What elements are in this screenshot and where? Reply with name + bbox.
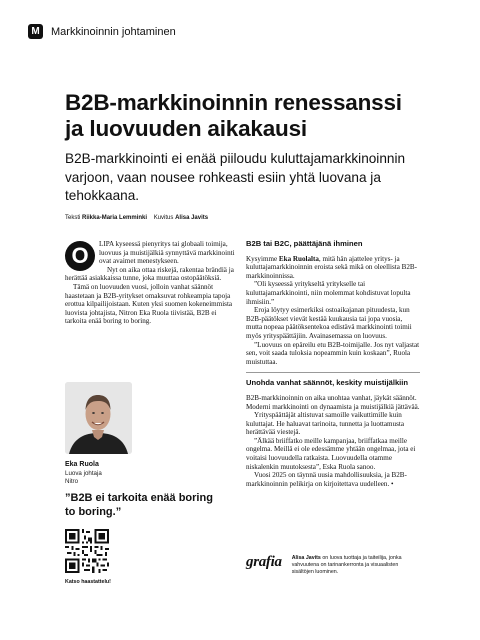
credit-text-label: Teksti xyxy=(65,215,81,221)
right-column xyxy=(246,240,420,488)
credit-photo-label: Kuvitus xyxy=(153,215,174,221)
subhead-1: B2B tai B2C, päättäjänä ihminen xyxy=(246,239,363,248)
s1-paragraph-1 xyxy=(246,255,420,281)
credit-photo-author: Alisa Javits xyxy=(175,215,209,221)
qr-code-icon[interactable] xyxy=(65,529,109,573)
person-company: Nitro xyxy=(65,477,79,485)
magazine-badge-icon: M xyxy=(28,24,43,39)
s1-p1-start: Kysyimme xyxy=(246,254,279,263)
person-role xyxy=(65,470,102,485)
s1-paragraph-4: ”Luovuus on epäreilu etu B2B-toimijalle. Jos nyt valjastat sen, voit saada tuloksia nopeammin kuin koskaan”, Ruola muistuttaa. xyxy=(246,340,420,366)
qr-caption: Katso haastattelu! xyxy=(65,579,111,585)
article-footer xyxy=(246,552,420,575)
s2-paragraph-3: ”Älkää briiffatko meille kampanjaa, briiffatkaa meille ongelma. Meillä ei ole edessämme yhtään ongelmaa, jota ei voitaisi luovuudella ratkaista. Luovuudella otamme niskalenkin muutoksesta”, Eska Ruola sanoo. xyxy=(246,436,416,471)
s2-paragraph-4: Vuosi 2025 on täynnä uusia mahdollisuuksia, ja B2B-markkinoinnin pelikirja on kirjoitettava uudelleen. • xyxy=(246,471,407,488)
author-bio xyxy=(292,555,420,575)
s1-paragraph-3: Eroja löytyy esimerkiksi ostoaikajanan pituudesta, kun B2B-päätökset vievät kestää kuukausia tai jopa vuosia, mutta nopeaa päätöksentekoa edistävä markkinointi toimii myös yrityspäättäjiin. Avainasemassa on luovuus. xyxy=(246,306,412,340)
drop-cap: O xyxy=(65,241,95,271)
article-credits xyxy=(65,215,208,221)
s1-p1-name: Eka Ruolalta xyxy=(278,254,319,263)
author-name: Alisa Javits xyxy=(291,555,321,561)
s1-p1-end: , mitä hän ajattelee yritys- ja kuluttajamarkkinoinnin eroista sekä mikä on oleellista B2B-markkinoinnissa. xyxy=(246,254,418,280)
person-name: Eka Ruola xyxy=(65,461,99,468)
headline-line-1: B2B-markkinoinnin renessanssi xyxy=(65,90,402,115)
intro-paragraph xyxy=(65,240,235,266)
section-divider xyxy=(246,372,420,373)
paragraph-1: LIPA kyseessä pienyritys tai globaali toimija, luovuus ja muistijälkiä synnyttävä markkinointi ovat avaimet menestykseen. xyxy=(99,240,235,266)
section-header xyxy=(28,24,176,39)
section-title: Markkinoinnin johtaminen xyxy=(51,25,176,38)
credit-text-author: Riikka-Maria Lemminki xyxy=(82,215,148,221)
paragraph-3: Tämä on luovuuden vuosi, jolloin vanhat säännöt haastetaan ja B2B-yritykset omaksuvat rohkeampia tapoja erottua kilpailijoistaan. Kuten yksi suomen kokeneimmista luovista johtajista, Nitron Eka Ruola tiivistää, B2B ei tarkoita enää boring to boring. xyxy=(65,282,233,326)
person-photo-icon xyxy=(65,382,132,454)
s2-paragraph-2: Yrityspäättäjät altistuvat samoille vaikuttimille kuin kuluttajat. He haluavat tarinoita, tunnetta ja luottamusta herättävää viestejä. xyxy=(246,411,404,437)
subhead-2: Unohda vanhat säännöt, keskity muistijälkiin xyxy=(246,378,409,388)
article-headline xyxy=(65,90,425,142)
left-column xyxy=(65,240,235,326)
grafia-logo: grafia xyxy=(246,554,282,570)
s2-paragraph-1: B2B-markkinoinnin on aika unohtaa vanhat, jäykät säännöt. Moderni markkinointi on dynaamista ja muistijälkiä jättävää. xyxy=(246,393,420,411)
author-bio-text: on luova tuottaja ja taiteilija, jonka vahvuutena on tarinankerronta ja visuaalisten sisältöjen luominen. xyxy=(291,555,402,575)
article-lead: B2B-markkinointi ei enää piiloudu kuluttajamarkkinoinnin varjoon, vaan nousee rohkeasti esiin yhtä luovana ja tehokkaana. xyxy=(65,151,406,203)
portrait-photo xyxy=(65,382,132,454)
paragraph-2: Nyt on aika ottaa riskejä, rakentaa brändiä ja herättää asiakkaissa tunne, joka muuttaa ostopäätöksiä. xyxy=(65,265,234,283)
person-title: Luova johtaja xyxy=(65,470,102,477)
s1-paragraph-2: ”Oli kyseessä yritykseltä yritykselle tai kuluttajamarkkinointi, niin molemmat kohdistuvat lopulta ihmisiin.” xyxy=(246,280,411,306)
headline-line-2: ja luovuuden aikakausi xyxy=(65,116,307,141)
pull-quote: ”B2B ei tarkoita enää boring to boring.” xyxy=(65,492,213,518)
